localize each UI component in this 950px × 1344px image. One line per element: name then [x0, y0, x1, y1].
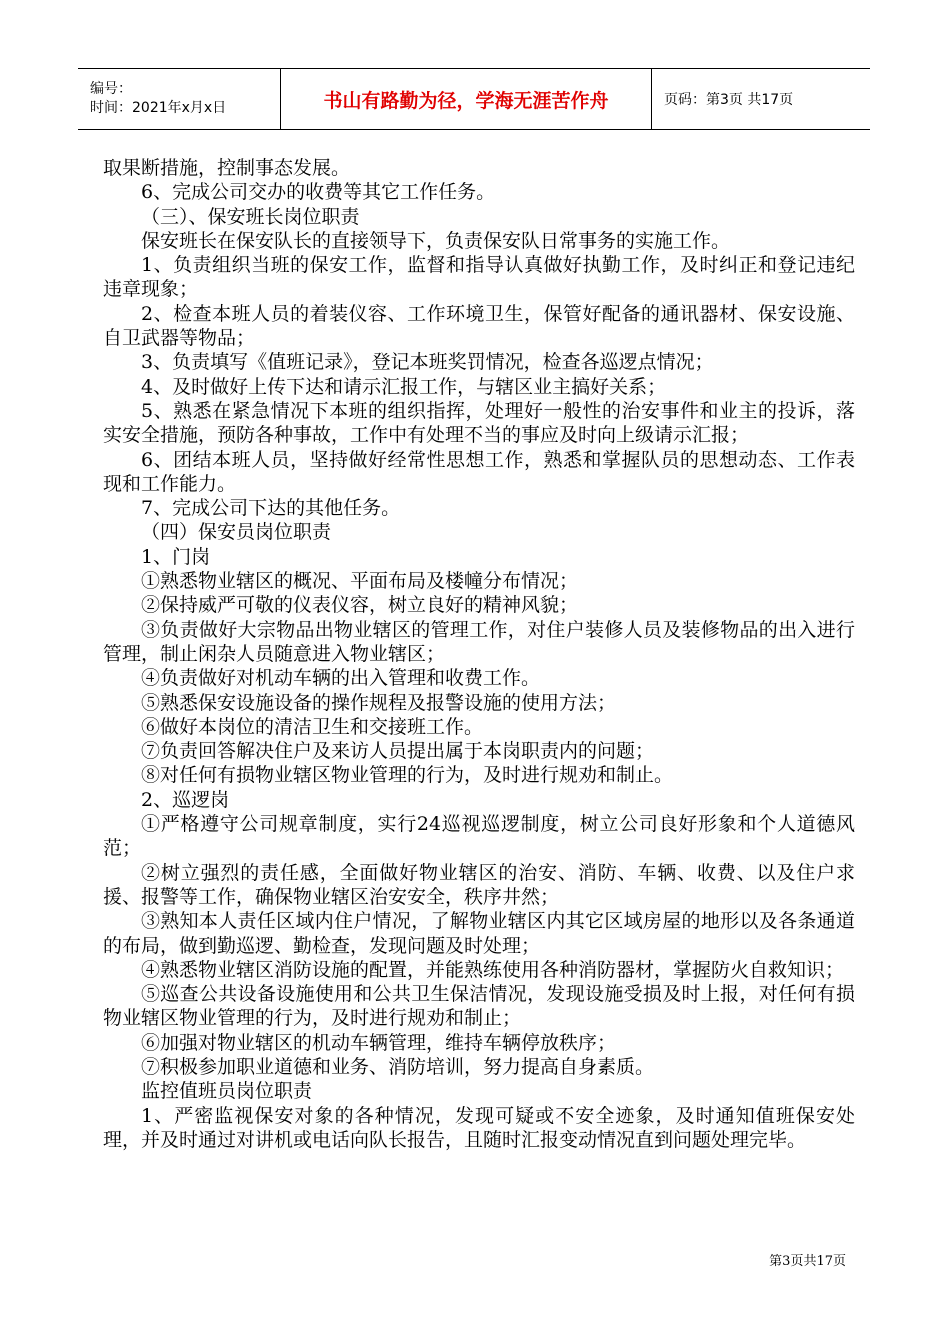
section-heading: 监控值班员岗位职责: [141, 1080, 313, 1103]
document-body: [103, 156, 855, 1152]
paragraph: ⑦负责回答解决住户及来访人员提出属于本岗职责内的问题；: [141, 740, 655, 763]
paragraph: ④负责做好对机动车辆的出入管理和收费工作。: [141, 667, 541, 690]
paragraph: ②保持威严可敬的仪表仪容，树立良好的精神风貌；: [141, 594, 579, 617]
paragraph: ⑥做好本岗位的清洁卫生和交接班工作。: [141, 715, 484, 738]
paragraph: 1、严密监视保安对象的各种情况，发现可疑或不安全迹象，及时通知值班保安处理，并及时通过对讲机或电话向队长报告，且随时汇报变动情况直到问题处理完毕。: [103, 1104, 855, 1151]
paragraph: ⑧对任何有损物业辖区物业管理的行为，及时进行规劝和制止。: [141, 764, 674, 787]
section-heading: （三）、保安班长岗位职责: [141, 205, 360, 228]
page-footer: 第3页共17页: [769, 1254, 846, 1269]
paragraph: ①熟悉物业辖区的概况、平面布局及楼幢分布情况；: [141, 570, 579, 593]
paragraph: ③熟知本人责任区域内住户情况，了解物业辖区内其它区域房屋的地形以及各条通道的布局，做到勤巡逻、勤检查，发现问题及时处理；: [103, 910, 855, 957]
paragraph: 2、检查本班人员的着装仪容、工作环境卫生，保管好配备的通讯器材、保安设施、自卫武器等物品；: [103, 302, 855, 350]
header-motto: 书山有路勤为径，学海无涯苦作舟: [280, 69, 652, 129]
document-number-label: 编号：: [90, 81, 132, 97]
paragraph: ②树立强烈的责任感，全面做好物业辖区的治安、消防、车辆、收费、以及住户求援、报警等工作，确保物业辖区治安安全，秩序井然；: [103, 861, 855, 908]
paragraph: 6、完成公司交办的收费等其它工作任务。: [141, 181, 496, 204]
paragraph: 4、及时做好上传下达和请示汇报工作，与辖区业主搞好关系；: [141, 375, 667, 398]
paragraph: 7、完成公司下达的其他任务。: [141, 497, 401, 520]
paragraph: ③负责做好大宗物品出物业辖区的管理工作，对住户装修人员及装修物品的出入进行管理，制止闲杂人员随意进入物业辖区；: [103, 618, 855, 665]
paragraph: ④熟悉物业辖区消防设施的配置，并能熟练使用各种消防器材，掌握防火自救知识；: [141, 958, 845, 981]
header-meta: [78, 69, 280, 129]
paragraph: 3、负责填写《值班记录》，登记本班奖罚情况，检查各巡逻点情况；: [141, 351, 714, 374]
paragraph: ①严格遵守公司规章制度，实行24巡视巡逻制度，树立公司良好形象和个人道德风范；: [103, 813, 855, 860]
paragraph: 保安班长在保安队长的直接领导下，负责保安队日常事务的实施工作。: [141, 229, 731, 252]
paragraph: ⑥加强对物业辖区的机动车辆管理，维持车辆停放秩序；: [141, 1031, 617, 1054]
page-header: [78, 68, 870, 130]
paragraph: 1、负责组织当班的保安工作，监督和指导认真做好执勤工作，及时纠正和登记违纪违章现象；: [103, 254, 855, 301]
paragraph: ⑤熟悉保安设施设备的操作规程及报警设施的使用方法；: [141, 691, 617, 714]
document-time-label: 时间：2021年x月x日: [90, 100, 227, 116]
subsection-heading: 1、门岗: [141, 545, 211, 568]
header-page-label: 页码：第3页 共17页: [664, 92, 794, 108]
paragraph: ⑦积极参加职业道德和业务、消防培训，努力提高自身素质。: [141, 1055, 655, 1078]
subsection-heading: 2、巡逻岗: [141, 788, 230, 811]
paragraph: 5、熟悉在紧急情况下本班的组织指挥，处理好一般性的治安事件和业主的投诉，落实安全措施，预防各种事故，工作中有处理不当的事应及时向上级请示汇报；: [103, 399, 855, 447]
section-heading: （四）保安员岗位职责: [141, 521, 332, 544]
paragraph: 取果断措施，控制事态发展。: [103, 157, 351, 179]
paragraph: 6、团结本班人员，坚持做好经常性思想工作，熟悉和掌握队员的思想动态、工作表现和工作能力。: [103, 448, 855, 495]
paragraph: ⑤巡查公共设备设施使用和公共卫生保洁情况，发现设施受损及时上报，对任何有损物业辖区物业管理的行为，及时进行规劝和制止；: [103, 983, 855, 1030]
